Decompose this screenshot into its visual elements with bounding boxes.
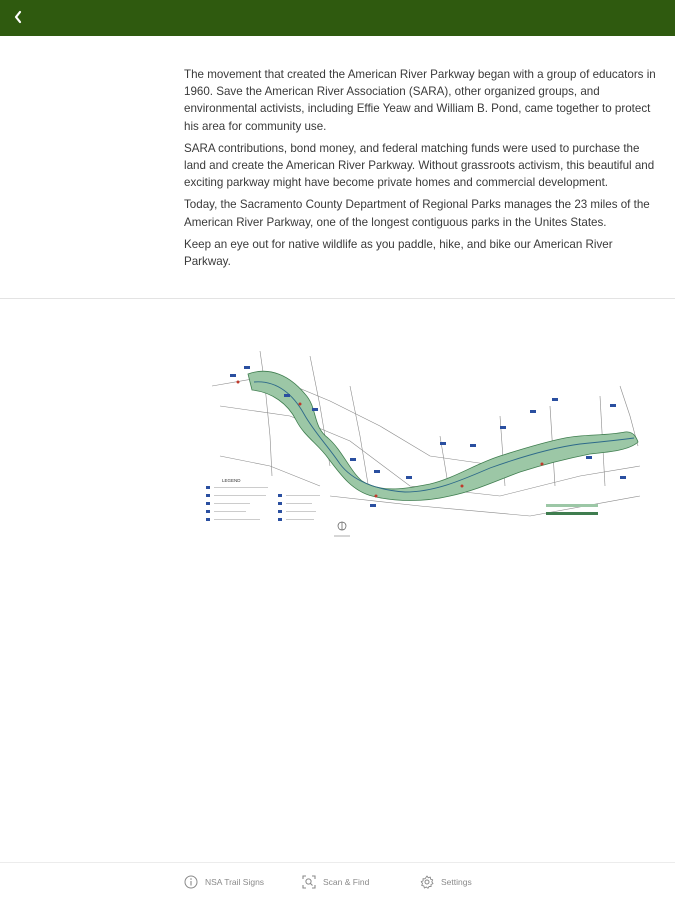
chevron-left-icon: [13, 10, 23, 24]
nav-trail-signs[interactable]: [184, 871, 264, 893]
map-legend-title: LEGEND: [222, 478, 241, 483]
parkway-map-image: [200, 346, 642, 542]
article-paragraph-2: SARA contributions, bond money, and federal matching funds were used to purchase the land and create the American River Parkway. Without grassroots activism, this beautiful and exciting parkway might have become private homes and commercial development.: [184, 141, 655, 190]
nav-scan-find[interactable]: [302, 871, 369, 893]
nav-settings[interactable]: [420, 871, 472, 893]
bottom-navigation: [0, 863, 675, 900]
gear-icon: [420, 875, 434, 889]
article-paragraph-3: Today, the Sacramento County Department of Regional Parks manages the 23 miles of the American River Parkway, one of the longest contiguous parks in the Unites States.: [184, 198, 650, 229]
article-content: [184, 66, 660, 275]
section-divider: [0, 298, 675, 299]
article-paragraph-1: The movement that created the American River Parkway began with a group of educators in 1960. Save the American River Association (SARA), other organized groups, and environmental activists, including Effie Yeaw and William B. Pond, came together to protect his area for community use.: [184, 68, 656, 133]
back-button[interactable]: [6, 5, 30, 29]
app-bar: [0, 0, 675, 36]
nav-settings-label: Settings: [441, 877, 472, 887]
nav-trail-signs-label: NSA Trail Signs: [205, 877, 265, 887]
info-circle-icon: [184, 875, 198, 889]
nav-scan-find-label: Scan & Find: [323, 877, 370, 887]
scan-icon: [302, 875, 316, 889]
article-paragraph-4: Keep an eye out for native wildlife as you paddle, hike, and bike our American River Parkway.: [184, 237, 613, 269]
parkway-map[interactable]: [200, 346, 642, 542]
